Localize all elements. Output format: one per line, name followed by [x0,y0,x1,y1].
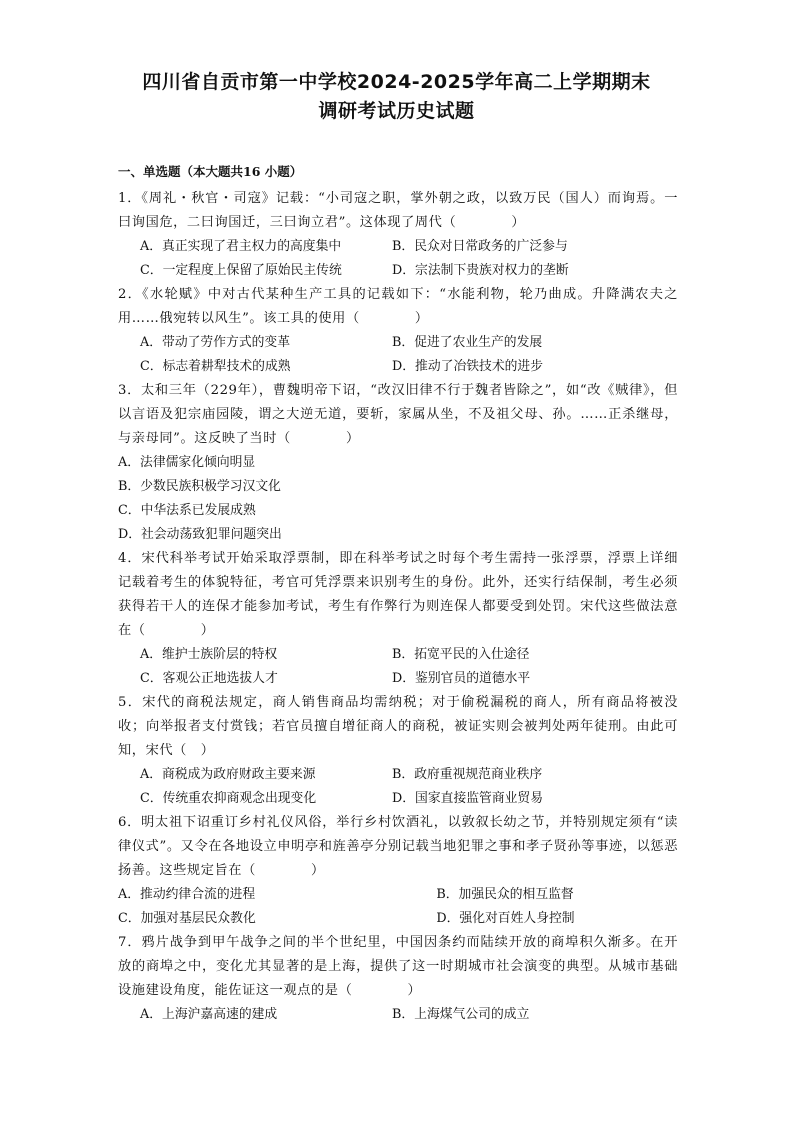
question-options [118,1003,678,1027]
option-a[interactable]: A．维护士族阶层的特权 [140,647,278,662]
question-options [118,883,678,931]
question-1 [118,187,678,283]
question-4 [118,547,678,691]
option-b[interactable]: B．拓宽平民的入仕途径 [392,647,530,662]
question-list [118,187,678,1027]
question-2 [118,283,678,379]
option-c[interactable]: C．一定程度上保留了原始民主传统 [140,263,342,278]
doc-title-line-2: 调研考试历史试题 [318,100,475,122]
question-options [118,331,678,379]
option-c[interactable]: C．中华法系已发展成熟 [118,503,256,518]
option-d[interactable]: D．宗法制下贵族对权力的垄断 [392,263,569,278]
question-5 [118,691,678,811]
question-stem: 5．宋代的商税法规定，商人销售商品均需纳税；对于偷税漏税的商人，所有商品将被没收；向举报者支付赏钱；若官员擅自增征商人的商税，被证实则会被判处两年徒刑。由此可知，宋代（ ） [118,695,678,758]
option-a[interactable]: A．带动了劳作方式的变革 [140,335,291,350]
question-7 [118,931,678,1027]
option-b[interactable]: B．民众对日常政务的广泛参与 [392,239,568,254]
question-stem: 1．《周礼・秋官・司寇》记载：“小司寇之职，掌外朝之政，以致万民（国人）而询焉。一曰询国危，二曰询国迁，三曰询立君”。这体现了周代（ ） [118,191,678,230]
option-c[interactable]: C．加强对基层民众教化 [118,911,256,926]
question-stem: 4．宋代科举考试开始采取浮票制，即在科举考试之时每个考生需持一张浮票，浮票上详细记载着考生的体貌特征，考官可凭浮票来识别考生的身份。此外，还实行结保制，考生必须获得若干人的连保才能参加考试，考生有作弊行为则连保人都要受到处罚。宋代这些做法意在（ ） [118,551,678,638]
question-3 [118,379,678,547]
option-d[interactable]: D．国家直接监管商业贸易 [392,791,544,806]
question-options [118,451,678,547]
question-stem: 6．明太祖下诏重订乡村礼仪风俗，举行乡村饮酒礼，以敦叙长幼之节，并特别规定须有“读律仪式”。又令在各地设立申明亭和旌善亭分别记载当地犯罪之事和孝子贤孙等事迹，以惩恶扬善。这些规定旨在（ ） [118,815,678,878]
option-a[interactable]: A．推动约律合流的进程 [118,887,256,902]
option-b[interactable]: B．加强民众的相互监督 [436,887,574,902]
question-options [118,235,678,283]
option-c[interactable]: C．客观公正地选拔人才 [140,671,278,686]
option-a[interactable]: A．法律儒家化倾向明显 [118,455,256,470]
doc-title-line-1: 四川省自贡市第一中学校2024-2025学年高二上学期期末 [142,71,651,93]
option-a[interactable]: A．商税成为政府财政主要来源 [140,767,316,782]
option-a[interactable]: A．上海沪嘉高速的建成 [140,1007,278,1022]
question-stem: 7．鸦片战争到甲午战争之间的半个世纪里，中国因条约而陆续开放的商埠积久渐多。在开放的商埠之中，变化尤其显著的是上海，提供了这一时期城市社会演变的典型。从城市基础设施建设角度，能佐证这一观点的是（ ） [118,935,678,998]
question-6 [118,811,678,931]
option-b[interactable]: B．上海煤气公司的成立 [392,1007,530,1022]
question-stem: 3．太和三年（229年），曹魏明帝下诏，“改汉旧律不行于魏者皆除之”，如“改《贼律》，但以言语及犯宗庙园陵，谓之大逆无道，要斩，家属从坐，不及祖父母、孙。……正杀继母，与亲母同”。这反映了当时（ ） [118,383,678,446]
option-c[interactable]: C．标志着耕犁技术的成熟 [140,359,291,374]
option-d[interactable]: D．鉴别官员的道德水平 [392,671,531,686]
option-b[interactable]: B．政府重视规范商业秩序 [392,767,543,782]
question-stem: 2．《水轮赋》中对古代某种生产工具的记载如下：“水能利物，轮乃曲成。升降满农夫之用……俄宛转以风生”。该工具的使用（ ） [118,287,678,326]
option-c[interactable]: C．传统重农抑商观念出现变化 [140,791,317,806]
question-options [118,763,678,811]
section-heading: 一、单选题（本大题共16 小题） [118,164,303,179]
option-b[interactable]: B．少数民族积极学习汉文化 [118,479,281,494]
option-d[interactable]: D．强化对百姓人身控制 [436,911,575,926]
option-b[interactable]: B．促进了农业生产的发展 [392,335,543,350]
question-options [118,643,678,691]
option-a[interactable]: A．真正实现了君主权力的高度集中 [140,239,342,254]
option-d[interactable]: D．社会动荡致犯罪问题突出 [118,527,282,542]
option-d[interactable]: D．推动了冶铁技术的进步 [392,359,544,374]
